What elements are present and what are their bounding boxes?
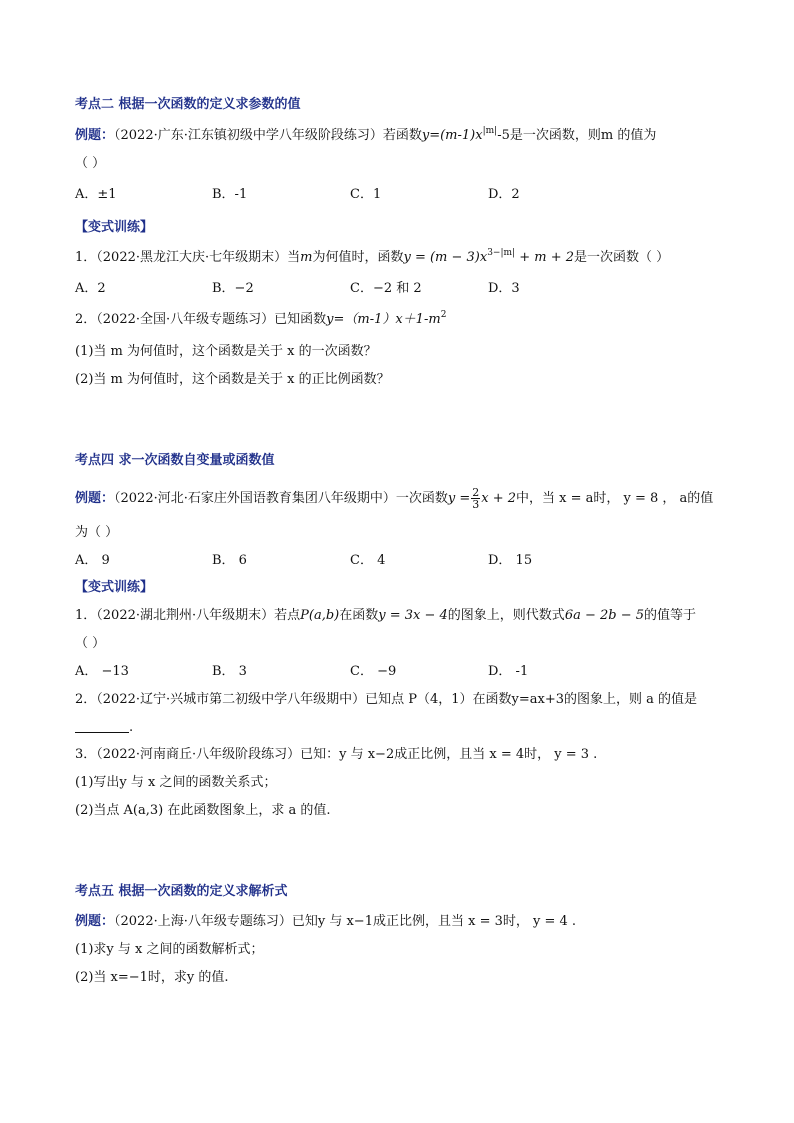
example-question: [75, 127, 656, 145]
question-text: （2022·上海·八年级专题练习）已知y 与 x−1成正比例，且当 x = 3时， y = 4 .: [114, 914, 577, 929]
formula: y=（m-1）x＋1-m: [326, 312, 441, 327]
question-text: 中，当 x = a时， y = 8 ， a的值: [516, 491, 714, 506]
option-b: B． 3: [212, 664, 247, 679]
option-d: D．3: [488, 281, 520, 296]
question-source: 2．（2022·全国·八年级专题练习）已知函数: [75, 312, 327, 327]
formula: y = (m − 3)x: [403, 250, 488, 265]
formula-tail: x + 2: [481, 491, 517, 506]
fill-blank: [75, 719, 133, 737]
sub-question-1: (1)写出y 与 x 之间的函数关系式；: [75, 775, 277, 790]
example-label: 例题：: [75, 914, 115, 929]
section-title: 考点四 求一次函数自变量或函数值: [75, 453, 275, 468]
numerator: 2: [472, 486, 480, 499]
expression: 6a − 2b − 5: [564, 608, 645, 623]
option-d: D． -1: [488, 664, 529, 679]
answer-bracket: （ ）: [75, 156, 106, 171]
training-heading: 【变式训练】: [75, 220, 154, 235]
sub-question-2: (2)当 x=−1时，求y 的值.: [75, 970, 229, 985]
exponent: |m|: [482, 126, 498, 136]
fraction: [471, 487, 480, 510]
sub-question-2: (2)当点 A(a,3) 在此函数图象上，求 a 的值.: [75, 803, 331, 818]
training-question-1: [75, 607, 696, 625]
question-text: 是一次函数（ ）: [574, 250, 670, 265]
variable: m: [300, 250, 313, 265]
denominator: 3: [472, 498, 480, 511]
option-c: C．−2 和 2: [350, 281, 422, 296]
sub-question-1: (1)当 m 为何值时，这个函数是关于 x 的一次函数？: [75, 344, 377, 359]
option-a: A． 9: [75, 553, 110, 568]
formula: y=(m-1)x: [421, 128, 483, 143]
option-a: A．2: [75, 281, 106, 296]
training-heading: 【变式训练】: [75, 580, 154, 595]
training-question-3: 3．（2022·河南商丘·八年级阶段练习）已知：y 与 x−2成正比例，且当 x = 4时， y = 3 .: [75, 747, 598, 762]
section-title: 考点二 根据一次函数的定义求参数的值: [75, 97, 301, 112]
option-d: D． 15: [488, 553, 533, 568]
option-c: C． −9: [350, 664, 397, 679]
question-text: 在函数: [339, 608, 379, 623]
point: P(a,b): [300, 608, 340, 623]
answer-blank: [75, 720, 129, 733]
section-title: 考点五 根据一次函数的定义求解析式: [75, 884, 288, 899]
option-b: B．-1: [212, 187, 248, 202]
training-question-2: 2．（2022·辽宁·兴城市第二初级中学八年级期中）已知点 P（4，1）在函数y=ax+3的图象上，则 a 的值是: [75, 692, 698, 707]
question-source: 1．（2022·黑龙江大庆·七年级期末）当: [75, 250, 301, 265]
period: .: [129, 720, 134, 735]
option-b: B．−2: [212, 281, 254, 296]
answer-bracket: 为（ ）: [75, 525, 119, 540]
sub-question-1: (1)求y 与 x 之间的函数解析式；: [75, 942, 264, 957]
question-source: 1．（2022·湖北荆州·八年级期末）若点: [75, 608, 301, 623]
question-text: 的值等于: [644, 608, 697, 623]
answer-bracket: （ ）: [75, 636, 106, 651]
question-source: （2022·河北·石家庄外国语教育集团八年级期中）一次函数: [114, 491, 448, 506]
exponent: 3−|m|: [487, 248, 516, 258]
question-source: （2022·广东·江东镇初级中学八年级阶段练习）若函数: [114, 128, 422, 143]
question-text: 的图象上，则代数式: [447, 608, 565, 623]
example-question: [75, 487, 713, 510]
question-text: 是一次函数，则m 的值为: [509, 128, 657, 143]
formula: y = 3x − 4: [378, 608, 448, 623]
formula: y =: [447, 491, 471, 506]
formula-tail: + m + 2: [515, 250, 574, 265]
example-question: [75, 913, 576, 931]
option-d: D．2: [488, 187, 520, 202]
training-question-1: [75, 249, 669, 267]
formula-tail: -5: [497, 128, 510, 143]
option-b: B． 6: [212, 553, 247, 568]
option-a: A． −13: [75, 664, 129, 679]
option-c: C． 4: [350, 553, 386, 568]
question-text: 为何值时，函数: [312, 250, 404, 265]
example-label: 例题：: [75, 491, 115, 506]
example-label: 例题：: [75, 128, 115, 143]
exponent: 2: [440, 310, 447, 320]
option-c: C．1: [350, 187, 382, 202]
sub-question-2: (2)当 m 为何值时，这个函数是关于 x 的正比例函数？: [75, 372, 390, 387]
training-question-2: [75, 311, 446, 329]
option-a: A．±1: [75, 187, 117, 202]
